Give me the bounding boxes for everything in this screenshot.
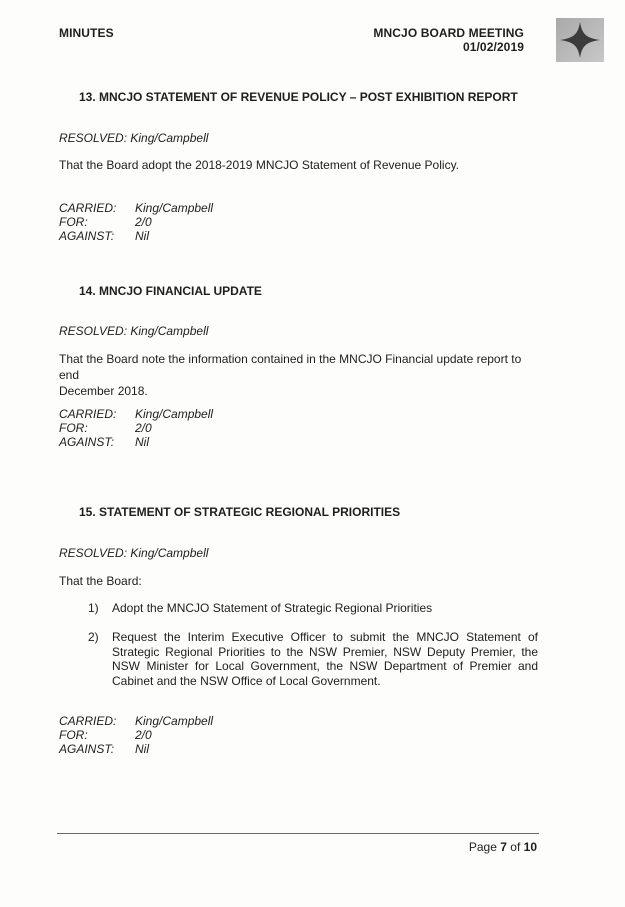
list-item-number: 1) bbox=[88, 601, 99, 615]
meeting-date: 01/02/2019 bbox=[462, 40, 524, 54]
organisation-logo bbox=[556, 18, 604, 62]
against-value: Nil bbox=[135, 435, 149, 449]
section-14-votes bbox=[59, 407, 213, 449]
section-13-heading: 13. MNCJO STATEMENT OF REVENUE POLICY – POST EXHIBITION REPORT bbox=[79, 90, 518, 104]
resolution-line-2: December 2018. bbox=[59, 384, 148, 398]
page-number bbox=[469, 840, 537, 854]
carried-value: King/Campbell bbox=[135, 714, 214, 728]
section-14-resolution bbox=[59, 351, 539, 399]
section-15-resolved: RESOLVED: King/Campbell bbox=[59, 546, 209, 560]
carried-value: King/Campbell bbox=[135, 407, 214, 421]
section-14-resolved: RESOLVED: King/Campbell bbox=[59, 324, 209, 338]
page-total: 10 bbox=[523, 840, 537, 854]
list-item bbox=[88, 630, 538, 688]
section-15-intro: That the Board: bbox=[59, 574, 142, 588]
for-value: 2/0 bbox=[135, 421, 152, 435]
footer-divider bbox=[57, 833, 539, 834]
against-label: AGAINST: bbox=[59, 229, 115, 243]
meeting-title: MNCJO BOARD MEETING bbox=[373, 26, 524, 40]
carried-label: CARRIED: bbox=[59, 407, 117, 421]
list-item bbox=[88, 601, 538, 616]
list-item-number: 2) bbox=[88, 630, 99, 644]
page-current: 7 bbox=[500, 840, 507, 854]
page-of: of bbox=[510, 840, 521, 854]
section-13-resolution: That the Board adopt the 2018-2019 MNCJO Statement of Revenue Policy. bbox=[59, 158, 460, 172]
for-label: FOR: bbox=[59, 421, 88, 435]
section-14-heading: 14. MNCJO FINANCIAL UPDATE bbox=[79, 284, 262, 298]
resolution-line-1: That the Board note the information contained in the MNCJO Financial update report to end bbox=[59, 352, 522, 382]
section-13-votes bbox=[59, 201, 213, 243]
against-label: AGAINST: bbox=[59, 742, 115, 756]
carried-value: King/Campbell bbox=[135, 201, 214, 215]
against-label: AGAINST: bbox=[59, 435, 115, 449]
for-label: FOR: bbox=[59, 215, 88, 229]
section-15-votes bbox=[59, 714, 213, 756]
list-item-text: Request the Interim Executive Officer to submit the MNCJO Statement of Strategic Regional Priorities to the NSW Premier, NSW Deputy Premier, the NSW Minister for Local Government, the NSW Department of Premier and Cabinet and the NSW Office of Local Government. bbox=[112, 630, 538, 688]
document-label: MINUTES bbox=[59, 26, 114, 40]
section-15-heading: 15. STATEMENT OF STRATEGIC REGIONAL PRIORITIES bbox=[79, 505, 401, 519]
section-13-resolved: RESOLVED: King/Campbell bbox=[59, 131, 209, 145]
page-prefix: Page bbox=[468, 840, 497, 854]
carried-label: CARRIED: bbox=[59, 714, 117, 728]
against-value: Nil bbox=[135, 742, 149, 756]
for-value: 2/0 bbox=[135, 215, 152, 229]
list-item-text: Adopt the MNCJO Statement of Strategic Regional Priorities bbox=[112, 601, 433, 615]
for-label: FOR: bbox=[59, 728, 88, 742]
against-value: Nil bbox=[135, 229, 149, 243]
for-value: 2/0 bbox=[135, 728, 152, 742]
carried-label: CARRIED: bbox=[59, 201, 117, 215]
